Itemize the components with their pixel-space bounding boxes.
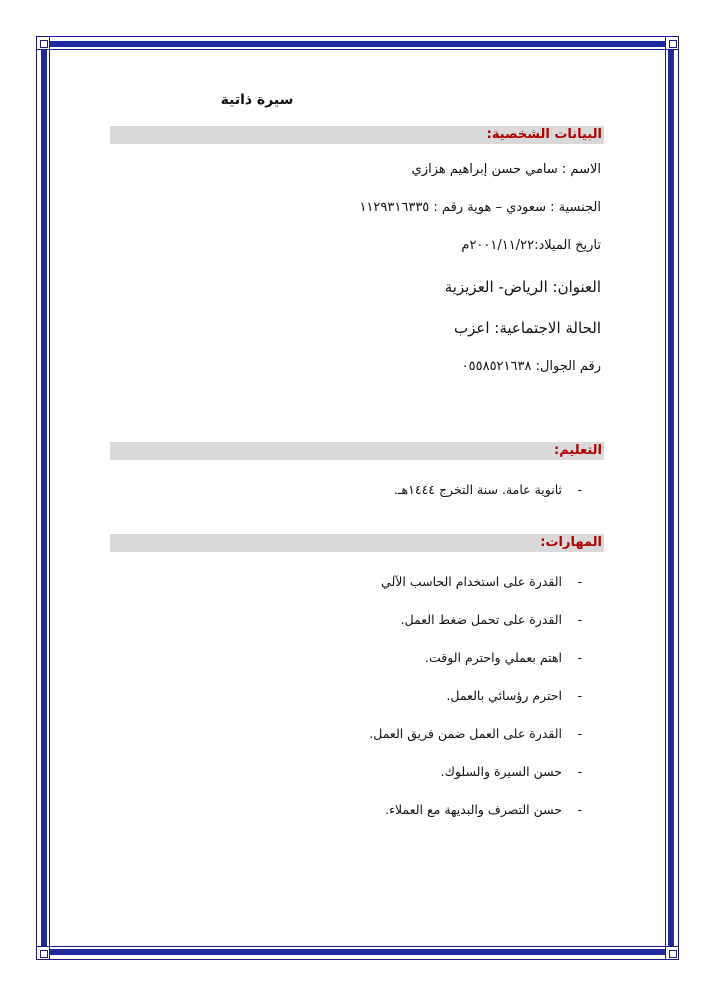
list-item bbox=[110, 800, 604, 820]
border-corner-ornament bbox=[665, 36, 679, 50]
list-item bbox=[110, 480, 604, 500]
border-corner-ornament bbox=[36, 36, 50, 50]
bullet-marker: - bbox=[577, 650, 582, 665]
list-item bbox=[110, 610, 604, 630]
address-line: العنوان: الرياض- العزيزية bbox=[444, 278, 601, 296]
list-item bbox=[110, 686, 604, 706]
marital-status-line: الحالة الاجتماعية: اعزب bbox=[454, 319, 601, 337]
name-line: الاسم : سامي حسن إبراهيم هزازي bbox=[411, 162, 601, 177]
birth-date-line: تاريخ الميلاد:٢٠٠١/١١/٢٢م bbox=[461, 238, 601, 253]
skill-item-text: القدرة على تحمل ضغط العمل. bbox=[400, 612, 562, 627]
section-heading-personal: البيانات الشخصية: bbox=[110, 126, 604, 144]
skill-item-text: حسن التصرف والبديهة مع العملاء. bbox=[385, 802, 562, 817]
border-corner-ornament bbox=[665, 946, 679, 960]
list-item bbox=[110, 724, 604, 744]
education-item-text: ثانوية عامة. سنة التخرج ١٤٤٤هـ. bbox=[393, 482, 562, 497]
bullet-marker: - bbox=[577, 688, 582, 703]
bullet-marker: - bbox=[577, 802, 582, 817]
bullet-marker: - bbox=[577, 574, 582, 589]
skill-item-text: حسن السيرة والسلوك. bbox=[440, 764, 562, 779]
bullet-marker: - bbox=[577, 764, 582, 779]
page-title: سيرة ذاتية bbox=[220, 92, 294, 108]
bullet-marker: - bbox=[577, 482, 582, 497]
nationality-line: الجنسية : سعودي – هوية رقم : ١١٢٩٣١٦٣٣٥ bbox=[359, 200, 601, 215]
bullet-marker: - bbox=[577, 612, 582, 627]
skill-item-text: احترم رؤسائي بالعمل. bbox=[446, 688, 562, 703]
skill-item-text: القدرة على استخدام الحاسب الآلي bbox=[381, 574, 562, 589]
section-heading-skills: المهارات: bbox=[110, 534, 604, 552]
section-heading-education: التعليم: bbox=[110, 442, 604, 460]
list-item bbox=[110, 648, 604, 668]
bullet-marker: - bbox=[577, 726, 582, 741]
border-corner-ornament bbox=[36, 946, 50, 960]
list-item bbox=[110, 572, 604, 592]
cv-content bbox=[110, 85, 604, 820]
mobile-line: رقم الجوال: ٠٥٥٨٥٢١٦٣٨ bbox=[461, 359, 601, 374]
skill-item-text: القدرة على العمل ضمن فريق العمل. bbox=[369, 726, 562, 741]
skill-item-text: اهتم بعملي واحترم الوقت. bbox=[425, 650, 562, 665]
list-item bbox=[110, 762, 604, 782]
